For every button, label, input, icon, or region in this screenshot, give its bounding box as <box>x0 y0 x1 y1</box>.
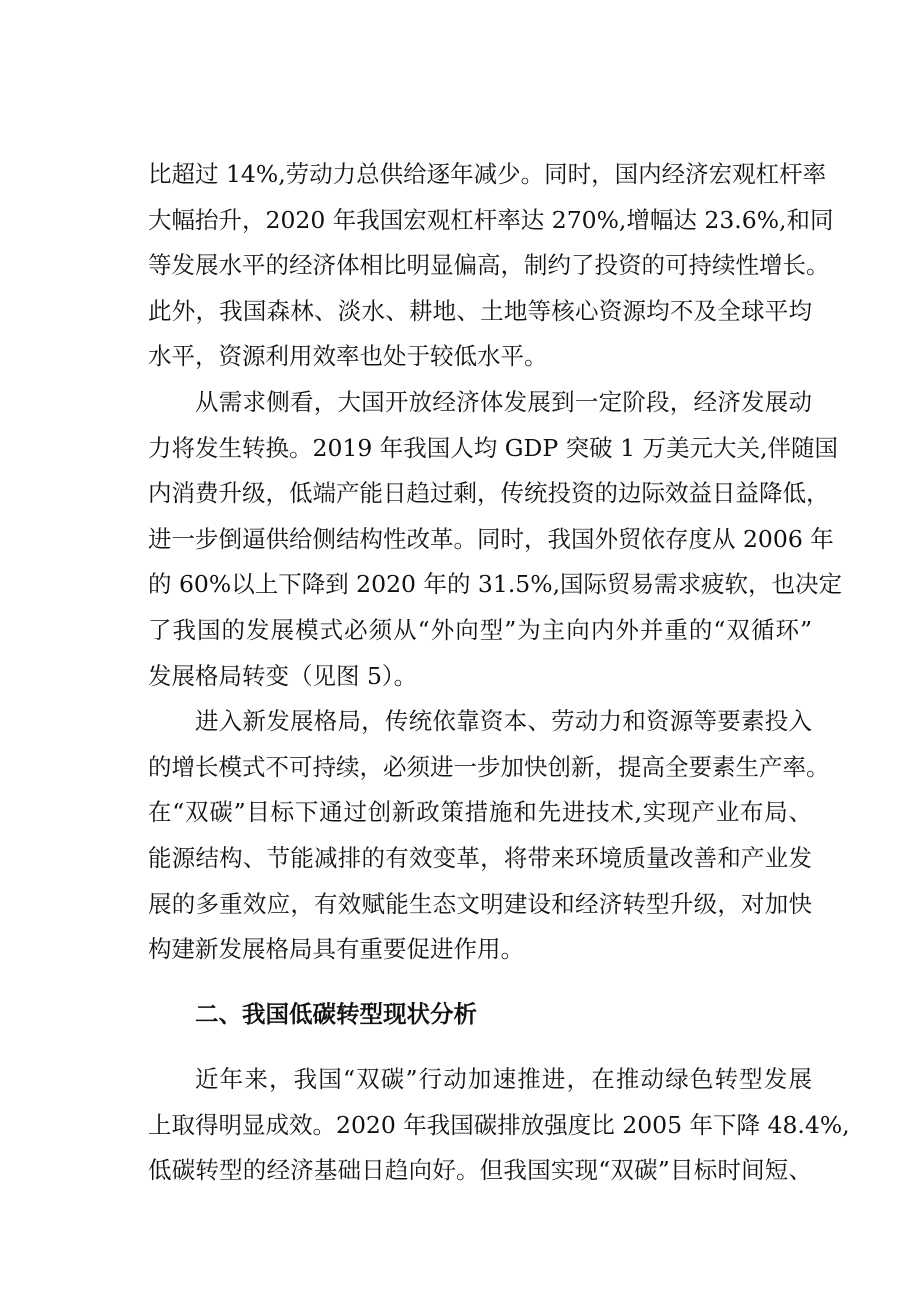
text-line: 从需求侧看，大国开放经济体发展到一定阶段，经济发展动 <box>195 387 812 416</box>
text-line: 低碳转型的经济基础日趋向好。但我国实现“双碳”目标时间短、 <box>148 1156 812 1185</box>
text-line: 等发展水平的经济体相比明显偏高，制约了投资的可持续性增长。 <box>148 251 830 280</box>
text-line: 近年来，我国“双碳”行动加速推进，在推动绿色转型发展 <box>195 1065 812 1094</box>
text-line: 在“双碳”目标下通过创新政策措施和先进技术,实现产业布局、 <box>148 798 812 827</box>
paragraph-labor-leverage-resources <box>148 152 834 380</box>
text-line: 了我国的发展模式必须从“外向型”为主向内外并重的“双循环” <box>148 615 812 644</box>
text-line: 内消费升级，低端产能日趋过剩，传统投资的边际效益日益降低， <box>148 479 830 508</box>
text-line: 此外，我国森林、淡水、耕地、土地等核心资源均不及全球平均 <box>148 296 812 325</box>
section-heading: 二、我国低碳转型现状分析 <box>195 1000 477 1029</box>
text-line: 能源结构、节能减排的有效变革，将带来环境质量改善和产业发 <box>148 843 812 872</box>
text-line: 比超过 14%,劳动力总供给逐年减少。同时，国内经济宏观杠杆率 <box>148 160 827 188</box>
paragraph-demand-side <box>148 380 843 699</box>
text-line: 水平，资源利用效率也处于较低水平。 <box>148 342 548 371</box>
text-line: 的增长模式不可持续，必须进一步加快创新，提高全要素生产率。 <box>148 752 830 781</box>
document-body <box>148 152 850 1194</box>
paragraph-low-carbon-progress <box>148 1057 850 1194</box>
text-line: 展的多重效应，有效赋能生态文明建设和经济转型升级，对加快 <box>148 889 812 918</box>
text-line: 上取得明显成效。2020 年我国碳排放强度比 2005 年下降 48.4%, <box>148 1110 850 1139</box>
text-line: 的 60%以上下降到 2020 年的 31.5%,国际贸易需求疲软，也决定 <box>148 570 843 599</box>
text-line: 进一步倒逼供给侧结构性改革。同时，我国外贸依存度从 2006 年 <box>148 524 834 553</box>
paragraph-new-development-pattern <box>148 699 830 973</box>
text-line: 大幅抬升，2020 年我国宏观杠杆率达 270%,增幅达 23.6%,和同 <box>148 205 834 234</box>
text-line: 进入新发展格局，传统依靠资本、劳动力和资源等要素投入 <box>195 707 812 736</box>
text-line: 构建新发展格局具有重要促进作用。 <box>148 935 524 964</box>
text-line: 发展格局转变（见图 5）。 <box>148 661 418 690</box>
text-line: 力将发生转换。2019 年我国人均 GDP 突破 1 万美元大关,伴随国 <box>148 433 839 462</box>
